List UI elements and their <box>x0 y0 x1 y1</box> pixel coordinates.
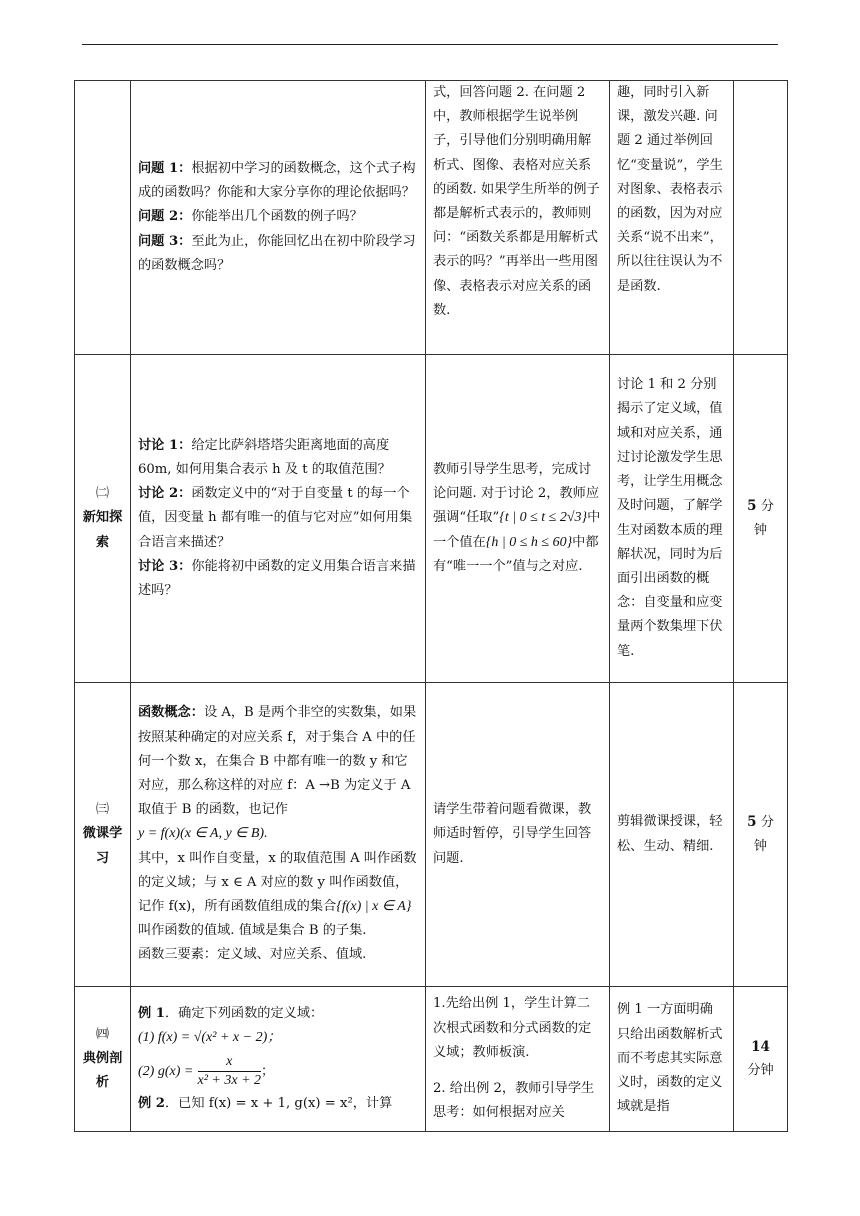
discussion-2: 讨论 2：函数定义中的“对于自变量 t 的每一个值，因变量 h 都有唯一的值与它对应”如何用集合语言来描述？ <box>138 486 413 550</box>
teacher-cell-examples: 1.先给出例 1，学生计算二次根式函数和分式函数的定义域；教师板演. 2. 给出例 2，教师引导学生思考：如何根据对应关 <box>426 987 610 1132</box>
intent-cell-examples: 例 1 一方面明确只给出函数解析式而不考虑其实际意义时，函数的定义域就是指 <box>610 987 734 1132</box>
content-cell-examples <box>131 987 426 1132</box>
function-definition: 函数概念：设 A，B 是两个非空的实数集，如果按照某种确定的对应关系 f，对于集合 A 中的任何一个数 x，在集合 B 中都有唯一的数 y 和它对应，那么称这样的对应 f：A →B 为定义于 A 取值于 B 的函数，也记作 <box>138 705 417 818</box>
table-row-new-knowledge <box>75 355 788 683</box>
stage-cell-empty <box>75 81 131 355</box>
stage-cell-examples: ㈣ 典例剖析 <box>75 987 131 1132</box>
example-1-heading: 例 1．确定下列函数的定义域： <box>138 1006 324 1022</box>
example-2: 例 2．已知 f(x) = x + 1, g(x) = x²，计算 <box>138 1095 393 1111</box>
intent-cell-intro: 趣，同时引入新课，激发兴趣. 问题 2 通过举例回忆“变量说”，学生对图象、表格表示的函数，因为对应关系“说不出来”，所以往往误认为不是函数. <box>610 81 734 355</box>
table-row-intro <box>75 81 788 355</box>
question-3: 问题 3：至此为止，你能回忆出在初中阶段学习的函数概念吗？ <box>138 233 416 273</box>
range-set: {f(x) | x ∈ A} <box>336 899 412 914</box>
stage-cell-new-knowledge: ㈡ 新知探索 <box>75 355 131 683</box>
lesson-plan-table <box>74 80 788 1132</box>
question-2: 问题 2：你能举出几个函数的例子吗？ <box>138 209 363 225</box>
question-1: 问题 1：根据初中学习的函数概念，这个式子构成的函数吗？你能和大家分享你的理论依据吗？ <box>138 160 416 201</box>
time-cell-examples: 14 分钟 <box>734 987 788 1132</box>
discussion-1: 讨论 1：给定比萨斜塔塔尖距离地面的高度 60m, 如何用集合表示 h 及 t 的取值范围？ <box>138 437 391 477</box>
intent-cell-new-knowledge: 讨论 1 和 2 分别揭示了定义域，值域和对应关系，通过讨论激发学生思考，让学生用概念及时问题，了解学生对函数本质的理解状况，同时为后面引出函数的概念：自变量和应变量两个数集埋下伏笔. <box>610 355 734 683</box>
stage-cell-micro-lesson: ㈢ 微课学习 <box>75 683 131 987</box>
example-1-item-1: (1) f(x) = √(x² + x − 2)； <box>138 1030 282 1046</box>
header-rule <box>82 44 778 45</box>
teacher-cell-new-knowledge: 教师引导学生思考，完成讨论问题. 对于讨论 2，教师应强调“任取”{t | 0 ≤ t ≤ 2√3}中一个值在{h | 0 ≤ h ≤ 60}中都有“唯一一个”值与之对应. <box>426 355 610 683</box>
set-h-range: {h | 0 ≤ h ≤ 60} <box>485 534 573 550</box>
intent-cell-micro-lesson: 剪辑微课授课，轻松、生动、精细. <box>610 683 734 987</box>
content-cell-discussions <box>131 355 426 683</box>
content-cell-function-concept <box>131 683 426 987</box>
discussion-3: 讨论 3：你能将初中函数的定义用集合语言来描述吗？ <box>138 558 416 598</box>
fraction: $\frac{x}{\text{x² + 3x + 2}}$ <box>197 1053 262 1088</box>
teacher-cell-intro: 式，回答问题 2. 在问题 2 中，教师根据学生说举例子，引导他们分别明确用解析式、图像、表格对应关系的函数. 如果学生所举的例子都是解析式表示的，教师则问：“函数关系都是用解析式表示的吗？”再举出一些用图像、表格表示对应关系的函数. <box>426 81 610 355</box>
domain-range-definition: 其中，x 叫作自变量，x 的取值范围 A 叫作函数的定义域；与 x ∈ A 对应的数 y 叫作函数值，记作 f(x)，所有函数值组成的集合{f(x) | x ∈ A}叫作函数的值域. 值域是集合 B 的子集. <box>138 850 417 939</box>
time-cell-new-knowledge: 5 分钟 <box>734 355 788 683</box>
three-elements: 函数三要素：定义域、对应关系、值域. <box>138 947 367 963</box>
function-notation: y = f(x)(x ∈ A, y ∈ B). <box>138 826 268 842</box>
set-t-range: {t | 0 ≤ t ≤ 2√3} <box>499 510 588 526</box>
time-cell-micro-lesson: 5 分钟 <box>734 683 788 987</box>
table-row-examples <box>75 987 788 1132</box>
teacher-cell-micro-lesson: 请学生带着问题看微课，教师适时暂停，引导学生回答问题. <box>426 683 610 987</box>
table-row-micro-lesson <box>75 683 788 987</box>
content-cell-questions <box>131 81 426 355</box>
time-cell-empty <box>734 81 788 355</box>
example-1-item-2: (2) g(x) = $\frac{x}{\text{x² + 3x + 2}}$ ； <box>138 1053 275 1088</box>
